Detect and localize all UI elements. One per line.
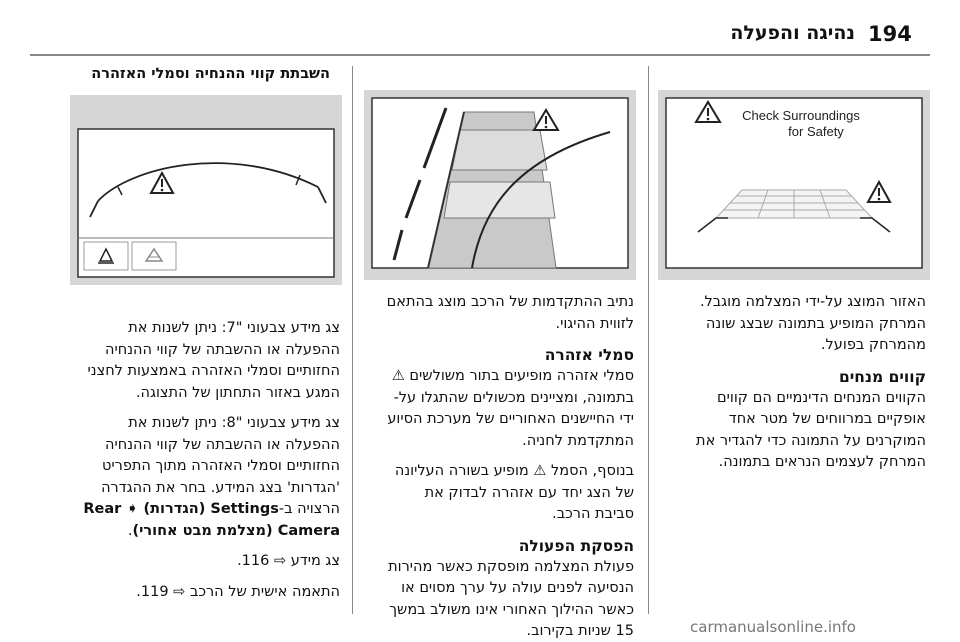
section-heading-guidelines: קווים מנחים — [838, 367, 926, 386]
column-divider-right — [648, 66, 649, 614]
camera-view-figure-middle — [364, 90, 636, 280]
menu-path-line-2 — [30, 521, 340, 543]
body-line: החזותיים וסמלי האזהרה באמצעות לחצני — [87, 363, 340, 379]
body-line: ידי החיישנים האחוריים של מערכת הסיוע — [387, 411, 634, 427]
caption-line: נתיב ההתקדמות של הרכב מוצג בהתאם — [386, 294, 634, 310]
section-heading-warnings: סמלי אזהרה — [544, 346, 634, 364]
page-number: 194 — [868, 22, 912, 46]
body-line: 15 שניות בקירוב. — [526, 623, 634, 639]
caption-line: מהמרחק בפועל. — [820, 337, 926, 353]
page-title: נהיגה והפעלה — [730, 22, 855, 44]
caption-line: המרחק המופיע בתמונה שבצג שונה — [705, 315, 926, 332]
menu-path-line — [30, 499, 340, 521]
body-line: צג מידע צבעוני "7: ניתן לשנות את — [128, 320, 340, 336]
cross-reference-link[interactable]: צג מידע ⇨ 116. — [237, 553, 340, 569]
section-heading-disable-guidelines: השבתת קווי ההנחיה וסמלי האזהרה — [91, 66, 330, 82]
menu-path-suffix: . — [127, 522, 133, 539]
body-line: בנוסף, הסמל ⚠ מופיע בשורה העליונה — [394, 463, 634, 479]
menu-path-bold-2: Camera (מצלמת מבט אחורי) — [132, 522, 340, 539]
page-header — [0, 0, 960, 58]
body-line: החזותיים וסמלי האזהרה מתוך התפריט — [101, 458, 340, 474]
body-line: המרחק לעצמים הנראים בתמונה. — [718, 454, 926, 470]
warning-symbols-toggle-button[interactable] — [132, 242, 176, 270]
body-line: הקווים המנחים הדינמיים הם קווים — [717, 389, 926, 406]
cross-reference-link[interactable]: התאמה אישית של הרכב ⇨ 119. — [136, 583, 340, 600]
camera-view-figure-left — [70, 95, 342, 285]
body-line: פעולת המצלמה מופסקת כאשר מהירות — [388, 558, 634, 575]
body-line: 'הגדרות' בצג המידע. בחר את ההגדרה — [101, 479, 340, 496]
body-line: כאשר ההילוך האחורי אינו משולב במשך — [389, 601, 634, 618]
menu-path-prefix: הרצויה ב- — [278, 501, 340, 517]
column-divider-left — [352, 66, 353, 614]
body-line: ההפעלה או ההשבתה של קווי ההנחיה — [105, 341, 340, 358]
body-line: המתקדמת לחניה. — [522, 432, 634, 449]
overlay-text-line-1: Check Surroundings — [742, 108, 860, 123]
caption-line: לזווית ההיגוי. — [555, 315, 634, 332]
middle-column-text — [366, 292, 634, 642]
body-line: הנסיעה לפנים עולה על ערך מסוים או — [401, 580, 634, 596]
body-line: המגע באזור התחתון של התצוגה. — [135, 384, 340, 401]
body-line: ההפעלה או ההשבתה של קווי ההנחיה — [105, 436, 340, 453]
body-line: צג מידע צבעוני "8: ניתן לשנות את — [128, 415, 340, 431]
overlay-text-line-2: for Safety — [788, 124, 844, 139]
guide-lines-toggle-button[interactable] — [84, 242, 128, 270]
camera-view-figure-right — [658, 90, 930, 280]
body-line: סמלי אזהרה מופיעים בתור משולשים ⚠ — [391, 368, 634, 384]
body-line: בתמונה, ומציינים מכשולים שהתגלו על- — [393, 389, 634, 406]
menu-path-bold: Settings (הגדרות) ➧ Rear — [83, 501, 279, 517]
caption-line: האזור המוצג על-ידי המצלמה מוגבל. — [699, 294, 926, 310]
right-column-text — [662, 292, 926, 474]
watermark-text: carmanualsonline.info — [690, 618, 856, 636]
body-line: אופקיים במרווחים של מטר אחד — [728, 411, 926, 427]
header-divider — [30, 54, 930, 56]
left-column-text — [30, 318, 340, 603]
section-heading-deactivation: הפסקת הפעולה — [518, 536, 634, 555]
body-line: סביבת הרכב. — [552, 506, 634, 522]
body-line: המוקרנים על התמונה כדי להגדיר את — [696, 432, 926, 449]
body-line: של הצג יחד עם אזהרה לבדוק את — [424, 484, 634, 501]
